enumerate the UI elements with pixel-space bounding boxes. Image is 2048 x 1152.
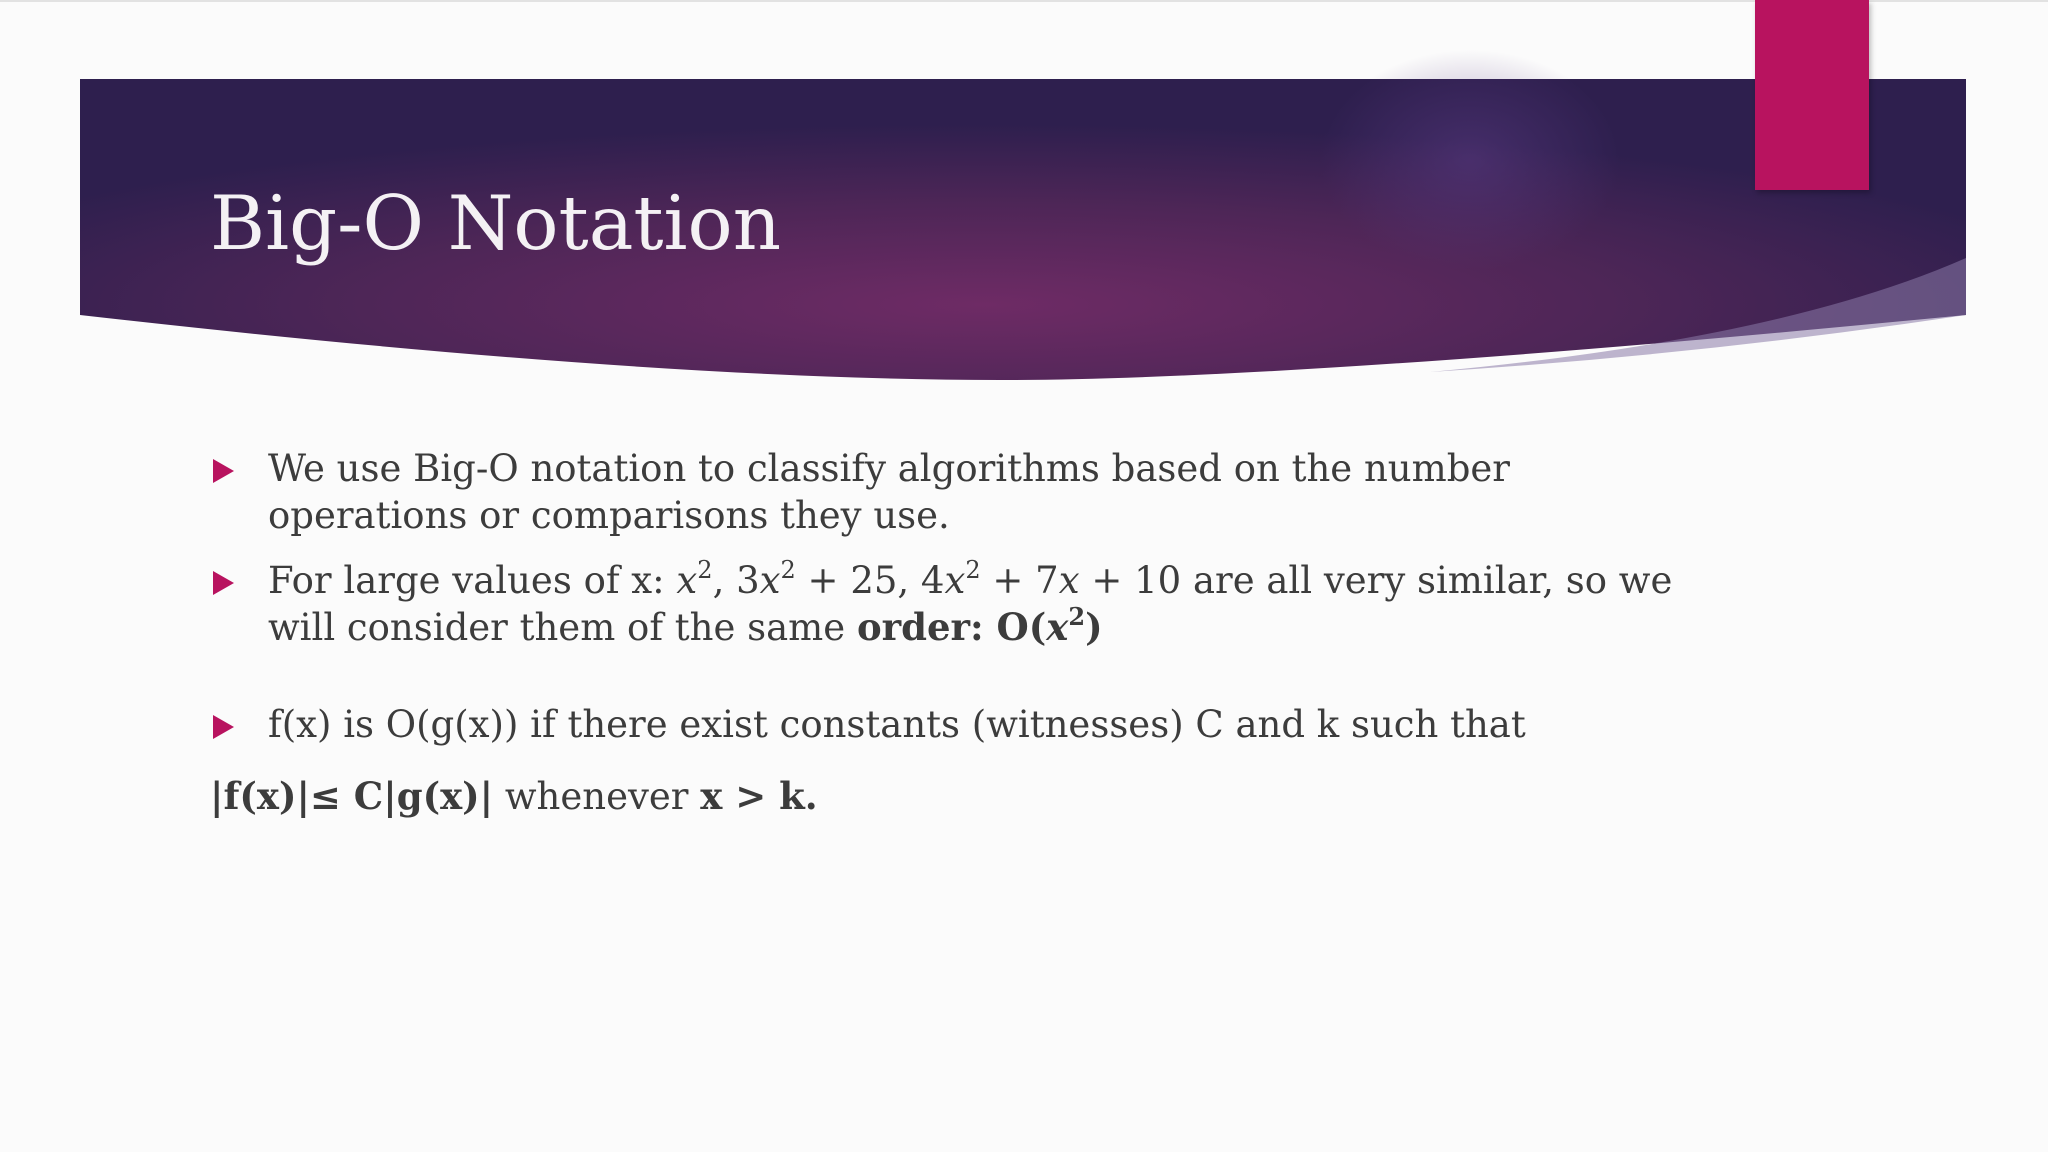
math-var: x: [1046, 605, 1069, 649]
math-var: x: [1058, 559, 1080, 602]
triangle-bullet-icon: [213, 571, 234, 595]
triangle-bullet-icon: [213, 459, 234, 483]
formula-condition: x > k.: [700, 774, 818, 818]
bullet-list: [210, 445, 1710, 748]
bullet-text: We use Big-O notation to classify algorithms based on the number operations or comparisons they use.: [268, 447, 1510, 537]
definition-formula: [210, 773, 818, 820]
math-exponent: 2: [697, 556, 713, 584]
formula-lhs: |f(x)|≤ C|g(x)|: [210, 774, 494, 818]
math-var: x: [676, 559, 698, 602]
math-text: + 10: [1079, 559, 1182, 602]
math-text: , 3: [712, 559, 760, 602]
order-close: ): [1085, 605, 1103, 649]
formula-middle: whenever: [493, 775, 701, 818]
order-label: order: O(: [856, 605, 1047, 649]
math-var: x: [759, 559, 781, 602]
bullet-item: [210, 445, 1710, 539]
math-text: + 25, 4: [795, 559, 945, 602]
slide-title: Big-O Notation: [210, 179, 781, 267]
bullet-item: [210, 701, 1710, 748]
bullet-item: [210, 557, 1710, 651]
math-exponent: 2: [1068, 602, 1086, 631]
math-var: x: [944, 559, 966, 602]
bullet-prefix: For large values of x:: [268, 559, 677, 602]
math-text: + 7: [980, 559, 1059, 602]
math-exponent: 2: [965, 556, 981, 584]
bullet-text: f(x) is O(g(x)) if there exist constants (witnesses) C and k such that: [268, 703, 1526, 746]
triangle-bullet-icon: [213, 715, 234, 739]
bullet-suffix: are all very similar, so we will consider them of the same: [268, 559, 1673, 649]
math-exponent: 2: [780, 556, 796, 584]
accent-tab: [1755, 0, 1869, 190]
